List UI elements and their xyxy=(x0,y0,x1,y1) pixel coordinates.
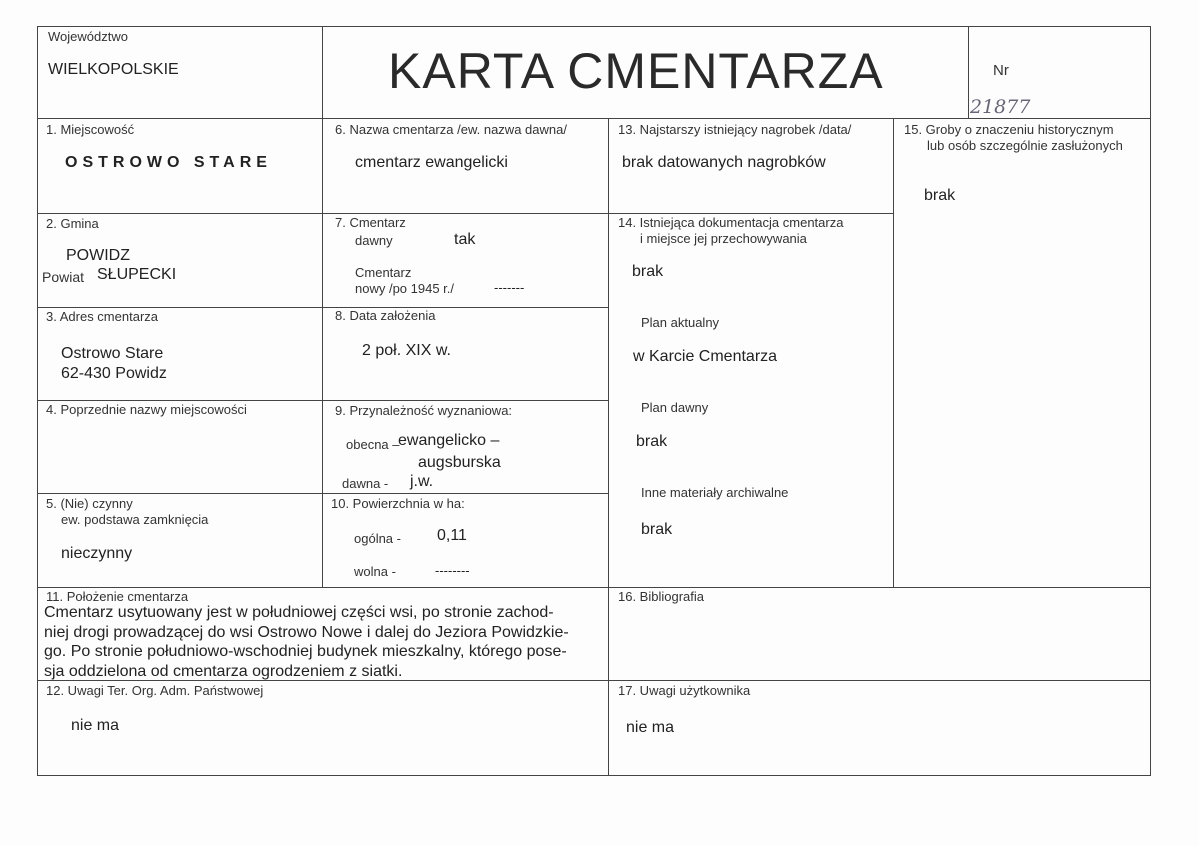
divider xyxy=(37,118,1151,119)
field-11-text xyxy=(44,603,569,681)
field-14-label: 14. Istniejąca dokumentacja cmentarza xyxy=(618,215,844,230)
nowy-label-1: Cmentarz xyxy=(355,265,412,280)
border-right xyxy=(1150,26,1151,776)
divider xyxy=(37,493,608,494)
nr-handwritten: 21877 xyxy=(970,96,1031,118)
field-13-value: brak datowanych nagrobków xyxy=(622,154,826,171)
field-11-label: 11. Położenie cmentarza xyxy=(46,589,189,604)
field-3-label: 3. Adres cmentarza xyxy=(46,309,158,324)
ogolna-value: 0,11 xyxy=(437,527,467,544)
wolna-value: -------- xyxy=(435,563,470,578)
field-15-label-2: lub osób szczególnie zasłużonych xyxy=(927,138,1123,153)
field-13-label: 13. Najstarszy istniejący nagrobek /data/ xyxy=(618,122,852,137)
address-line-1: Ostrowo Stare xyxy=(61,345,164,362)
field-4-label: 4. Poprzednie nazwy miejscowości xyxy=(46,402,247,417)
nr-label: Nr xyxy=(993,62,1009,79)
nowy-label-2: nowy /po 1945 r./ xyxy=(355,281,455,296)
powiat-label: Powiat xyxy=(42,269,85,285)
field-15-label: 15. Groby o znaczeniu historycznym xyxy=(904,122,1114,137)
location-line: Cmentarz usytuowany jest w południowej części wsi, po stronie zachod- xyxy=(44,604,554,621)
inne-materialy-value: brak xyxy=(641,521,673,538)
page-title: KARTA CMENTARZA xyxy=(388,43,884,99)
dawna-value: j.w. xyxy=(410,473,434,490)
wojewodztwo-value: WIELKOPOLSKIE xyxy=(48,61,179,78)
divider xyxy=(608,118,609,776)
field-2-label: 2. Gmina xyxy=(46,216,99,231)
dawny-label: dawny xyxy=(355,233,393,248)
obecna-value-2: augsburska xyxy=(418,454,501,471)
plan-aktualny-label: Plan aktualny xyxy=(641,315,720,330)
field-1-label: 1. Miejscowość xyxy=(46,122,135,137)
field-12-label: 12. Uwagi Ter. Org. Adm. Państwowej xyxy=(46,683,264,698)
divider xyxy=(37,307,608,308)
border-top xyxy=(37,26,1151,27)
field-17-label: 17. Uwagi użytkownika xyxy=(618,683,751,698)
plan-aktualny-value: w Karcie Cmentarza xyxy=(633,348,778,365)
field-12-value: nie ma xyxy=(71,717,120,734)
field-8-value: 2 poł. XIX w. xyxy=(362,342,451,359)
wolna-label: wolna - xyxy=(354,564,396,579)
field-9-label: 9. Przynależność wyznaniowa: xyxy=(335,403,513,418)
obecna-label: obecna – xyxy=(346,437,400,452)
divider xyxy=(893,118,894,587)
address-line-2: 62-430 Powidz xyxy=(61,365,167,382)
plan-dawny-value: brak xyxy=(636,433,668,450)
field-14-value: brak xyxy=(632,263,664,280)
field-6-label: 6. Nazwa cmentarza /ew. nazwa dawna/ xyxy=(335,122,567,137)
field-2-value: POWIDZ xyxy=(66,247,130,264)
field-10-label: 10. Powierzchnia w ha: xyxy=(331,496,465,511)
divider xyxy=(968,26,969,118)
field-16-label: 16. Bibliografia xyxy=(618,589,704,604)
location-line: go. Po stronie południowo-wschodniej budynek mieszkalny, którego pose- xyxy=(44,643,567,660)
field-5-label-2: ew. podstawa zamknięcia xyxy=(61,512,209,527)
field-5-label: 5. (Nie) czynny xyxy=(46,496,133,511)
wojewodztwo-label: Województwo xyxy=(48,29,128,44)
field-6-value: cmentarz ewangelicki xyxy=(355,154,508,171)
field-1-value: OSTROWO STARE xyxy=(65,154,272,171)
field-15-value: brak xyxy=(924,187,956,204)
location-line: sja oddzielona od cmentarza ogrodzeniem z siatki. xyxy=(44,662,403,680)
divider xyxy=(37,213,893,214)
dawny-value: tak xyxy=(454,231,476,248)
field-5-value: nieczynny xyxy=(61,545,133,562)
plan-dawny-label: Plan dawny xyxy=(641,400,709,415)
nowy-value: ------- xyxy=(494,280,525,295)
field-17-value: nie ma xyxy=(626,719,675,736)
location-line: niej drogi prowadzącej do wsi Ostrowo Nowe i dalej do Jeziora Powidzkie- xyxy=(44,623,569,641)
border-left xyxy=(37,26,38,776)
powiat-value: SŁUPECKI xyxy=(97,266,177,283)
inne-materialy-label: Inne materiały archiwalne xyxy=(641,485,789,500)
field-8-label: 8. Data założenia xyxy=(335,308,436,323)
border-bottom xyxy=(37,775,1151,776)
field-7-label: 7. Cmentarz xyxy=(335,215,406,230)
divider xyxy=(37,587,1151,588)
field-14-label-2: i miejsce jej przechowywania xyxy=(640,231,807,246)
divider xyxy=(37,400,608,401)
dawna-label: dawna - xyxy=(342,476,389,491)
ogolna-label: ogólna - xyxy=(354,531,401,546)
obecna-value-1: ewangelicko – xyxy=(398,432,500,449)
